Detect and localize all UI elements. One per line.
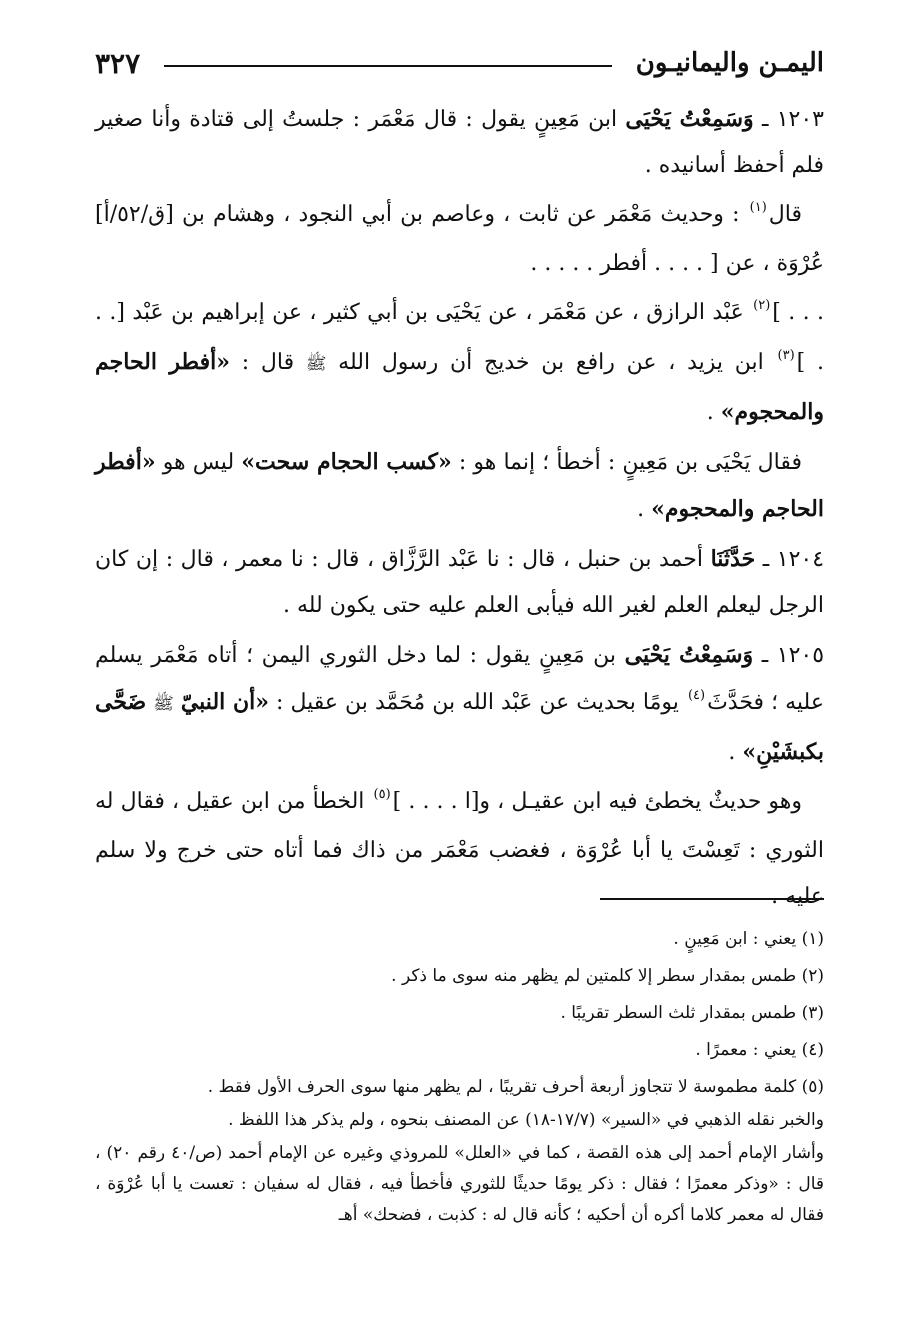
narration-phrase: وَسَمِعْتُ يَحْيَى [624, 642, 754, 668]
footnote-4: (٤) يعني : معمرًا . [695, 1040, 824, 1060]
paragraph-1204 [95, 536, 824, 629]
page-number: ٣٢٧ [95, 46, 141, 80]
paragraph-text: . [706, 400, 714, 425]
footnote-5-continuation: وأشار الإمام أحمد إلى هذه القصة ، كما في «العلل» للمروذي وغيره عن الإمام أحمد (ص/٤٠ رقم ٢٠) ، قال : «وذكر معمرًا ؛ فقال : ذكر يومًا حديثًا للثوري فأخطأ فيه ، فقال له سفيان : تعست يا أبا عُرْوَة ، فقال له معمر كلاما أكره أن أحكيه ؛ كأنه قال له : كذبت ، فضحك» أهـ [95, 1143, 824, 1225]
paragraph-1205 [95, 632, 824, 776]
narration-phrase: حَدَّثَنَا [710, 546, 756, 572]
footnote-1: (١) يعني : ابن مَعِينٍ . [673, 929, 824, 949]
paragraph-text: يومًا بحديث عن عَبْد الله بن مُحَمَّد بن عقيل : [276, 690, 679, 715]
footnote-ref-3: (٣) [777, 348, 795, 363]
paragraph-text: قال [768, 202, 802, 227]
honorific-glyph: ﷺ [305, 354, 327, 374]
running-title: اليمـن واليمانيـون [635, 48, 824, 78]
footnote-separator [600, 898, 824, 900]
footnote-3: (٣) طمس بمقدار ثلث السطر تقريبًا . [560, 1003, 824, 1023]
header-rule [164, 65, 612, 67]
paragraph-text: وهو حديثٌ يخطئ فيه ابن عقيـل ، و[ا . . . . ] [392, 789, 802, 814]
paragraph-text: ليس هو [162, 450, 235, 475]
paragraph-text: قال : [241, 350, 295, 375]
paragraph-text: الخطأ من ابن عقيل ، فقال له الثوري : تَعِسْتَ يا أبا عُرْوَة ، فغضب مَعْمَر من ذاك فما أتاه حتى خرج ولا سلم عليه . [95, 789, 824, 909]
footnote-2: (٢) طمس بمقدار سطر إلا كلمتين لم يظهر منه سوى ما ذكر . [391, 966, 824, 986]
main-text [95, 96, 824, 923]
paragraph-text: عَبْد الرازق ، عن مَعْمَر ، عن يَحْيَى بن أبي كثير ، عن إبراهيم بن عَبْد [. . . ] [95, 300, 825, 375]
narration-phrase: وَسَمِعْتُ يَحْيَى [625, 106, 754, 132]
paragraph-text: فقال يَحْيَى بن مَعِينٍ : أخطأ ؛ إنما هو : [458, 450, 802, 475]
paragraph-text: : وحديث مَعْمَر عن ثابت ، وعاصم بن أبي النجود ، وهشام بن [ق/٥٢/أ] عُرْوَة ، عن [ . . . . أفطر . . . . . [95, 202, 824, 276]
entry-number: ١٢٠٤ ـ [762, 547, 825, 572]
paragraph-text: بن مَعِينٍ يقول : لما دخل الثوري اليمن ؛ أتاه مَعْمَر يسلم عليه ؛ فحَدَّثَ [95, 643, 824, 715]
paragraph-ibn-main-comment [95, 439, 824, 533]
hadith-quote: «أفطر الحاجم والمحجوم» [95, 449, 824, 522]
footnote-ref-5: (٥) [373, 787, 391, 802]
paragraph-text: ابن مَعِينٍ يقول : قال مَعْمَر : جلستُ إلى قتادة وأنا صغير فلم أحفظ أسانيده . [95, 107, 824, 178]
footnote-5-continuation: والخبر نقله الذهبي في «السير» (١٧/٧-١٨) عن المصنف بنحوه ، ولم يذكر هذا اللفظ . [228, 1110, 824, 1130]
paragraph-qala [95, 192, 824, 287]
entry-number: ١٢٠٥ ـ [761, 643, 825, 668]
honorific-glyph: ﷺ [153, 694, 174, 714]
paragraph-text: . [637, 497, 645, 522]
footnote-ref-4: (٤) [687, 688, 706, 703]
running-header [95, 38, 824, 88]
lacuna-bracket: . . . ] [772, 300, 825, 325]
hadith-quote: ضَحَّى بكبشَيْنِ» [95, 689, 824, 765]
footnotes [95, 924, 824, 1233]
entry-number: ١٢٠٣ ـ [761, 107, 824, 132]
hadith-quote: «أفطر الحاجم والمحجوم» [95, 349, 824, 425]
paragraph-text: أحمد بن حنبل ، قال : نا عَبْد الرَّزَّاق ، قال : نا معمر ، قال : إن كان الرجل ليعلم العلم لغير الله فيأبى العلم عليه حتى يكون لله . [95, 547, 824, 618]
footnote-5: (٥) كلمة مطموسة لا تتجاوز أربعة أحرف تقريبًا ، لم يظهر منها سوى الحرف الأول فقط . [207, 1077, 824, 1097]
hadith-quote: «أن النبيّ [180, 689, 269, 715]
footnote-ref-1: (١) [749, 200, 767, 215]
paragraph-1203 [95, 96, 824, 189]
paragraph-text: . [728, 740, 736, 765]
paragraph-text: ابن يزيد ، عن رافع بن خديج أن رسول الله [338, 350, 764, 375]
paragraph-isnad [95, 290, 824, 436]
hadith-quote: «كسب الحجام سحت» [241, 449, 452, 475]
footnote-ref-2: (٢) [753, 298, 771, 313]
